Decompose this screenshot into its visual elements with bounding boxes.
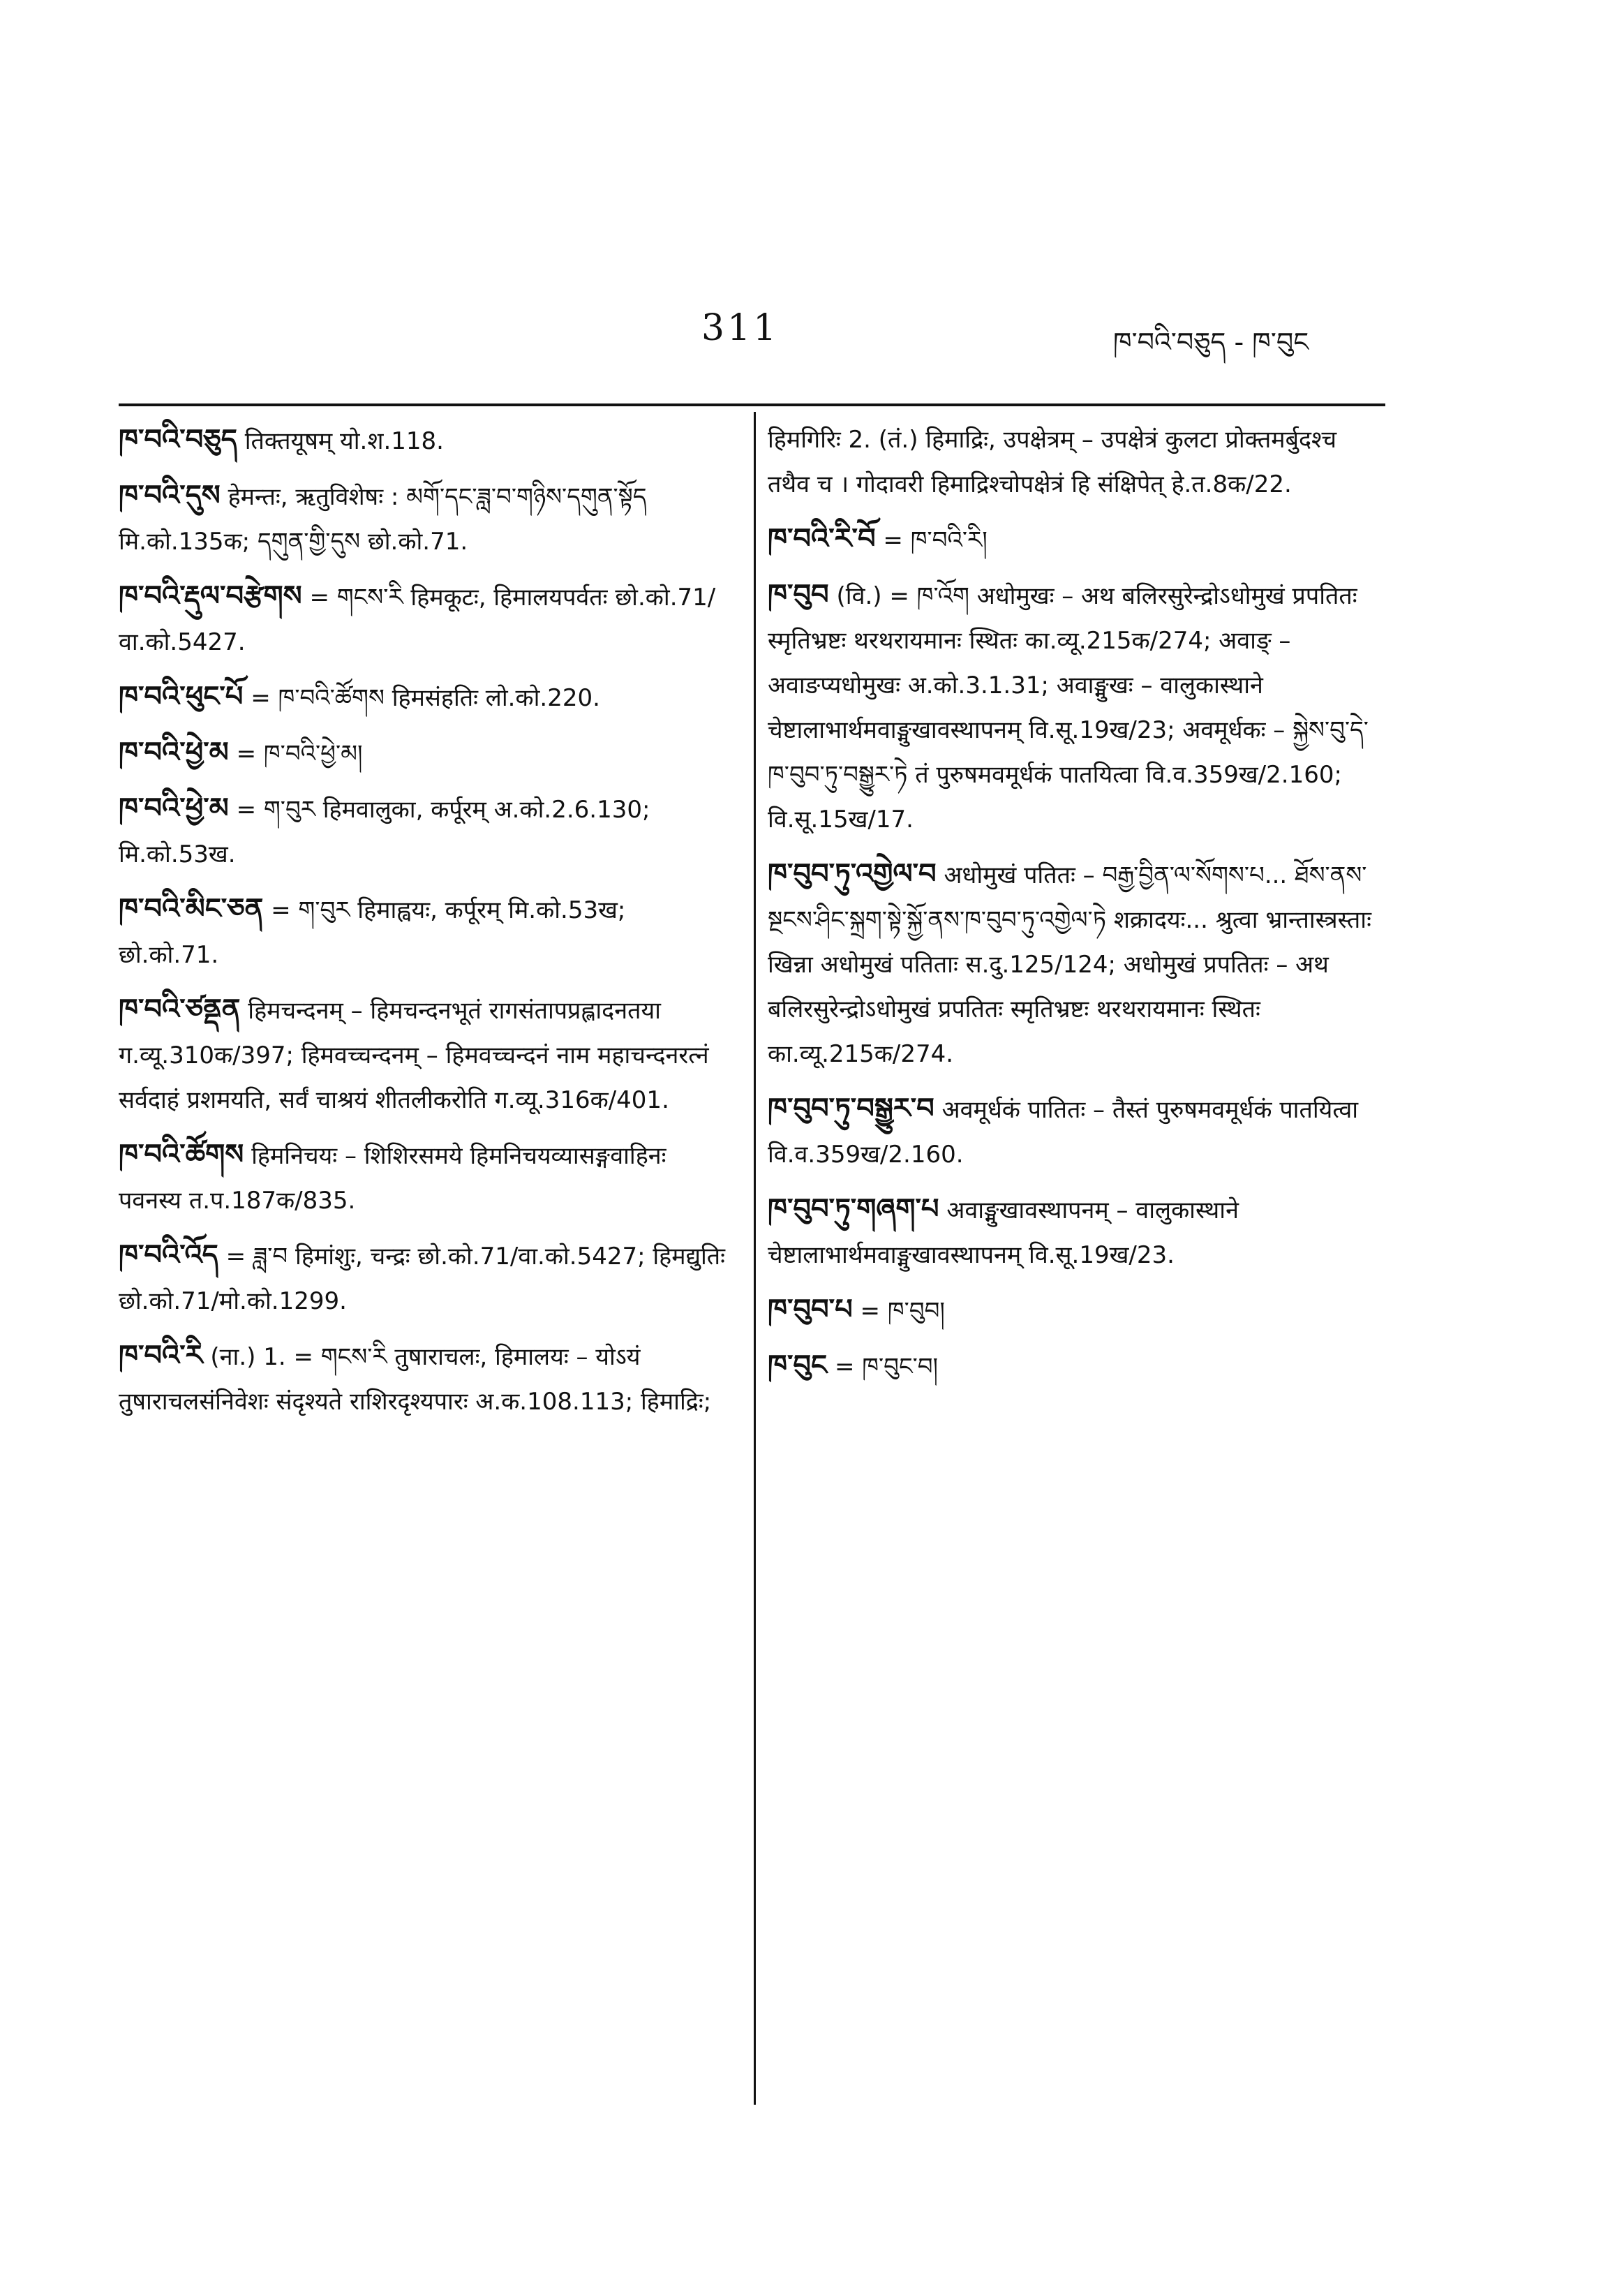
entry-headword: ཁ་བའི་བཅུད [119,424,237,456]
dictionary-entry [768,1086,1385,1177]
entry-text: = ཁ་བུང་བ། [834,1353,939,1381]
running-head: ཁ་བའི་བཅུད - ཁ་བུང [1113,327,1309,357]
entry-headword: ཁ་བའི་དུས [119,480,221,512]
entry-headword: ཁ་བུང [768,1349,828,1381]
entry-headword: ཁ་བའི་ཚོགས [119,1139,244,1171]
entry-headword: ཁ་བའི་རི་བོ [768,523,876,555]
entry-text: = ཁ་བའི་ཚོགས हिमसंहतिः लो.को.220. [251,684,600,712]
entry-text: = ག་བུར हिमवालुका, कर्पूरम् अ.को.2.6.130; मि.को.53ख. [119,796,650,868]
entry-headword: ཁ་བའི་མིང་ཅན [119,893,264,925]
entry-text: = ཁ་བུབ། [860,1297,945,1325]
entry-text: हिमगिरिः 2. (तं.) हिमाद्रिः, उपक्षेत्रम् – उपक्षेत्रं कुलटा प्रोक्तमर्बुदश्च तथैव च । गोदावरी हिमाद्रिश्चोपक्षेत्रं हि संक्षिपेत् हे.त.8क/22. [768,426,1337,498]
entry-text: = ཁ་བའི་ཕྱེ་མ། [236,740,363,768]
dictionary-entry [768,517,1385,563]
entry-headword: ཁ་བའི་ཕུང་པོ [119,681,244,713]
dictionary-entry [119,730,733,776]
dictionary-entry [119,417,733,464]
entry-headword: ཁ་བའི་རྡུལ་བརྩེགས [119,580,302,612]
entry-text: अवमूर्धकं पातितः – तैस्तं पुरुषमवमूर्धकं पातयित्वा वि.व.359ख/2.160. [768,1096,1359,1169]
entry-text: = ཁ་བའི་རི། [883,526,988,554]
dictionary-entry [768,1187,1385,1277]
entry-headword: ཁ་བུབ [768,579,829,611]
entry-headword: ཁ་བའི་རི [119,1340,203,1372]
entry-headword: ཁ་བའི་འོད [119,1239,218,1271]
entry-text: (ना.) 1. = གངས་རི तुषाराचलः, हिमालयः – योऽयं तुषाराचलसंनिवेशः संदृश्यते राशिरदृश्यपारः अ.क.108.113; हिमाद्रिः; [119,1343,712,1416]
dictionary-entry [119,1132,733,1223]
dictionary-entry [119,574,733,665]
entry-text: तिक्तयूषम् यो.श.118. [244,427,444,455]
entry-headword: ཁ་བའི་ཕྱེ་མ [119,736,229,769]
entry-text: = ག་བུར हिमाह्वयः, कर्पूरम् मि.को.53ख; छो.को.71. [119,896,626,969]
dictionary-entry [119,1233,733,1324]
dictionary-entry [768,852,1385,1076]
entry-headword: ཁ་བུབ་ཏུ་བསྒྱུར་བ [768,1092,934,1125]
entry-text: अवाङ्मुखावस्थापनम् – वालुकास्थाने चेष्टालाभार्थमवाङ्मुखावस्थापनम् वि.सू.19ख/23. [768,1197,1239,1269]
dictionary-entry [768,1343,1385,1389]
dictionary-entry [119,674,733,720]
dictionary-entry [119,786,733,877]
entry-text: हिमनिचयः – शिशिरसमये हिमनिचयव्यासङ्गवाहिनः पवनस्य त.प.187क/835. [119,1142,666,1215]
dictionary-entry [119,473,733,564]
page-number: 311 [701,307,780,349]
entry-text: = ཟླ་བ हिमांशुः, चन्द्रः छो.को.71/वा.को.5427; हिमद्युतिः छो.को.71/मो.को.1299. [119,1243,726,1315]
entry-headword: ཁ་བུབ་ཏུ་གཞག་པ [768,1193,939,1225]
dictionary-entry [768,1287,1385,1333]
dictionary-entry [119,1333,733,1424]
entry-text: अधोमुखं पतितः – བརྒྱ་བྱིན་ལ་སོགས་པ... ཐོས་ནས་སྔངས་ཤིང་སྐྲག་སྟེ་སྐྱོ་ནས་ཁ་བུབ་ཏུ་འགྱེལ་ཏེ शक्रादयः... श्रुत्वा भ्रान्तास्त्रस्ताः खिन्ना अधोमुखं पतिताः स.दु.125/124; अधोमुखं प्रपतितः – अथ बलिरसुरेन्द्रोऽधोमुखं प्रपतितः स्मृतिभ्रष्टः थरथरायमानः स्थितः का.व्यू.215क/274. [768,861,1371,1068]
entry-text: = གངས་རི हिमकूटः, हिमालयपर्वतः छो.को.71/वा.को.5427. [119,584,716,656]
entry-headword: ཁ་བུབ་པ [768,1294,853,1326]
entry-text: हेमन्तः, ऋतुविशेषः : མགོ་དང་ཟླ་བ་གཉིས་དགུན་སྟོད मि.को.135क; དགུན་གྱི་དུས छो.को.71. [119,483,647,556]
entry-text: (वि.) = ཁ་འོག अधोमुखः – अथ बलिरसुरेन्द्रोऽधोमुखं प्रपतितः स्मृतिभ्रष्टः थरथरायमानः स्थितः का.व्यू.215क/274; अवाङ् – अवाङप्यधोमुखः अ.को.3.1.31; अवाङ्मुखः – वालुकास्थाने चेष्टालाभार्थमवाङ्मुखावस्थापनम् वि.सू.19ख/23; अवमूर्धकः – སྐྱེས་བུ་དེ་ཁ་བུབ་ཏུ་བསྒྱུར་ཏེ तं पुरुषमवमूर्धकं पातयित्वा वि.व.359ख/2.160; वि.सू.15ख/17. [768,582,1369,834]
dictionary-entry [768,417,1385,507]
entry-text: हिमचन्दनम् – हिमचन्दनभूतं रागसंतापप्रह्लादनतया ग.व्यू.310क/397; हिमवच्चन्दनम् – हिमवच्चन्दनं नाम महाचन्दनरत्नं सर्वदाहं प्रशमयति, सर्वं चाश्रयं शीतलीकरोति ग.व्यू.316क/401. [119,997,709,1114]
entry-headword: ཁ་བུབ་ཏུ་འགྱེལ་བ [768,858,937,890]
right-column [768,417,1385,1399]
left-column [119,417,733,1434]
dictionary-entry [119,987,733,1123]
dictionary-entry [768,572,1385,842]
entry-headword: ཁ་བའི་ཙནྡན [119,993,241,1025]
column-divider [754,412,756,2105]
dictionary-entry [119,887,733,977]
entry-headword: ཁ་བའི་ཕྱེ་མ [119,792,229,824]
header-rule [119,403,1385,406]
